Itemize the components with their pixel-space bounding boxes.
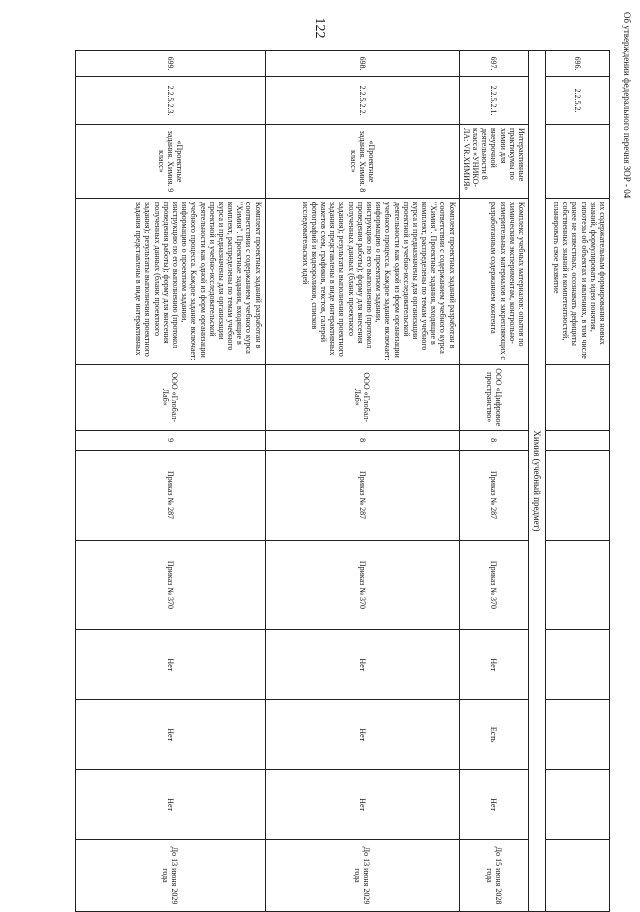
row-name: «Проектные задания. Химия. 8 класс» [265,124,459,198]
row-class: 8 [459,430,528,450]
row-date [546,840,610,912]
row-flag-3: Нет [459,770,528,840]
row-name: «Проектные задания. Химия. 9 класс» [75,124,265,198]
row-date: До 15 июня 2028 года [459,840,528,912]
row-organization: ООО «Цифровое пространство» [459,364,528,430]
row-class: 8 [265,430,459,450]
row-order-1: Приказ № 287 [459,450,528,540]
row-date: До 13 июня 2029 года [265,840,459,912]
document-footer: Об утверждении федерального перечня ЗОР - 04 [622,12,632,199]
row-content: их содержательным формирования новых знаний, формулировать идеи понятия, гипотезы об объектах и явлениях, в том числе ранее не известных, осознавать дефициты собственных знаний и компетентностей, планировать свое развитие [546,198,610,364]
table-row [75,51,265,912]
row-class [546,430,610,450]
row-name: Интерактивные практикумы по химии для внеурочной деятельности 8 класса «УНИКО-ЛА: VR.ХИМИЯ» [459,124,528,198]
row-content: Комплекс учебных материалов: опытов по химическим экспериментам, контрольно-измерительных материалов и закрепляющих с разработанным содержанием контента [459,198,528,364]
row-content: Комплект проектных заданий разработан в соответствии с содержанием учебного курса "Химия". Проектные задания, входящие в комплект, распределены по темам учебного курса и предназначены для организации проектной и учебно-исследовательской деятельности как одной из форм организации учебного процесса. Каждое задание включает: информацию о проектном задании, инструкцию по его выполнению (протокол проведения работы); форму для внесения полученных данных (бланк проектного задания); результаты выполнения проектного задания представлены в виде интерактивных макетов схем, графиков, текстов, галерей фотографий и видеороликов, списков исследовательских идей [265,198,459,364]
row-code: 2.2.5.2.1. [459,76,528,124]
row-number: 696. [546,51,610,77]
table-row [265,51,459,912]
row-name [546,124,610,198]
row-number: 698. [265,51,459,77]
federal-list-table [75,50,610,912]
row-organization [546,364,610,430]
row-order-1: Приказ № 287 [75,450,265,540]
row-number: 697. [459,51,528,77]
row-flag-2 [546,700,610,770]
row-order-2: Приказ № 370 [265,540,459,630]
row-organization: ООО «Глобал-Лаб» [75,364,265,430]
row-flag-2: Есть [459,700,528,770]
table-row [546,51,610,912]
row-organization: ООО «Глобал-Лаб» [265,364,459,430]
row-order-2: Приказ № 370 [459,540,528,630]
row-flag-3 [546,770,610,840]
row-order-1: Приказ № 287 [265,450,459,540]
row-flag-1: Нет [75,630,265,700]
row-flag-2: Нет [265,700,459,770]
row-flag-1: Нет [459,630,528,700]
table-row [459,51,528,912]
row-flag-2: Нет [75,700,265,770]
subject-header-row [529,51,546,912]
row-order-2 [546,540,610,630]
row-date: До 13 июня 2029 года [75,840,265,912]
row-class: 9 [75,430,265,450]
row-order-2: Приказ № 370 [75,540,265,630]
row-code: 2.2.5.2.3. [75,76,265,124]
row-code: 2.2.5.2. [546,76,610,124]
row-order-1 [546,450,610,540]
row-flag-3: Нет [75,770,265,840]
page-number: 122 [312,17,327,39]
row-number: 699. [75,51,265,77]
row-flag-1: Нет [265,630,459,700]
subject-header: Химия (учебный предмет) [529,51,546,912]
row-flag-1 [546,630,610,700]
row-content: Комплект проектных заданий разработан в соответствии с содержанием учебного курса "Химия". Проектные задания, входящие в комплект, распределены по темам учебного курса и предназначены для организации проектной и учебно-исследовательской деятельности как одной из форм организации учебного процесса. Каждое задание включает: информацию о проектном задании, инструкцию по его выполнению (протокол проведения работы); форму для внесения полученных данных (бланк проектного задания); результаты выполнения проектного задания представлены в виде интерактивных [75,198,265,364]
row-flag-3: Нет [265,770,459,840]
row-code: 2.2.5.2.2. [265,76,459,124]
